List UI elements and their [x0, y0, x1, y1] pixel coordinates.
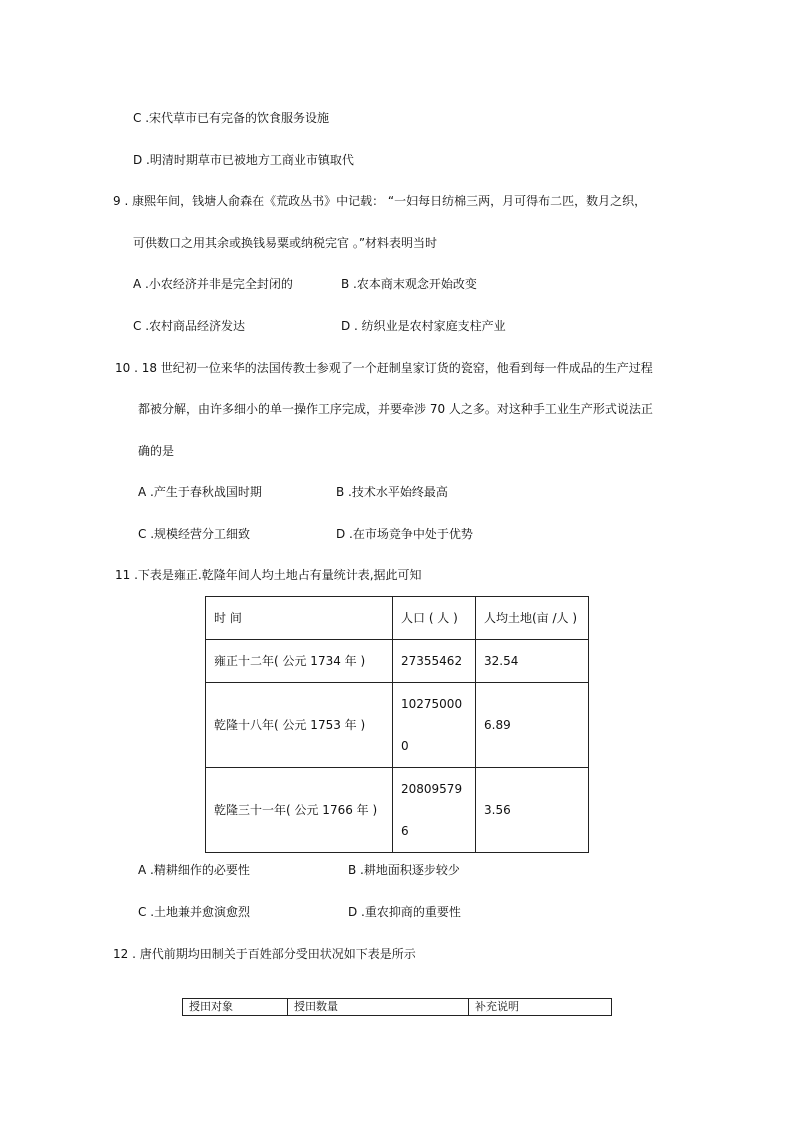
population-line1: 27355462: [401, 654, 463, 668]
table-row: [206, 640, 589, 683]
question-8-option-c: C .宋代草市已有完备的饮食服务设施: [133, 111, 330, 125]
question-9-option-a: A .小农经济并非是完全封闭的: [133, 277, 293, 291]
population-line2: 6: [401, 824, 409, 838]
question-11-stem: 11 .下表是雍正.乾隆年间人均土地占有量统计表,据此可知: [115, 568, 422, 582]
land-cell: 6.89: [476, 683, 589, 768]
question-9-stem-line2: 可供数口之用其余或换钱易粟或纳税完官 。”材料表明当时: [133, 236, 438, 250]
question-12-stem: 12 . 唐代前期均田制关于百姓部分受田状况如下表是所示: [113, 947, 416, 961]
population-line1: 20809579: [401, 782, 463, 796]
question-10-option-b: B .技术水平始终最高: [336, 485, 448, 499]
question-11-option-a: A .精耕细作的必要性: [138, 863, 250, 877]
table-row: [206, 768, 589, 853]
question-11-option-c: C .土地兼并愈演愈烈: [138, 905, 251, 919]
land-cell: 32.54: [476, 640, 589, 683]
header-grant-note: 补充说明: [469, 999, 612, 1016]
question-9-option-b: B .农本商末观念开始改变: [341, 277, 477, 291]
table-header-row: [183, 999, 612, 1016]
land-cell: 3.56: [476, 768, 589, 853]
question-10-stem-line3: 确的是: [138, 444, 175, 458]
population-cell: [393, 640, 476, 683]
question-10-stem-line1: 10 . 18 世纪初一位来华的法国传教士参观了一个赶制皇家订货的瓷窑，他看到每一件成品的生产过程: [115, 361, 653, 375]
population-cell: [393, 683, 476, 768]
question-11-option-b: B .耕地面积逐步较少: [348, 863, 460, 877]
question-10-option-c: C .规模经营分工细致: [138, 527, 251, 541]
population-line1: 10275000: [401, 697, 463, 711]
question-10-option-a: A .产生于春秋战国时期: [138, 485, 262, 499]
table-row: [206, 683, 589, 768]
time-cell: 乾隆十八年( 公元 1753 年 ): [206, 683, 393, 768]
question-11-option-d: D .重农抑商的重要性: [348, 905, 461, 919]
population-line2: 0: [401, 739, 409, 753]
header-time: 时 间: [206, 597, 393, 640]
land-grant-table: [182, 998, 612, 1016]
question-9-option-c: C .农村商品经济发达: [133, 319, 246, 333]
land-per-capita-table: [205, 596, 589, 853]
question-10-stem-line2: 都被分解，由许多细小的单一操作工序完成，并要牵涉 70 人之多。对这种手工业生产形式说法正: [138, 402, 653, 416]
header-land: 人均土地(亩 /人 ): [476, 597, 589, 640]
question-8-option-d: D .明清时期草市已被地方工商业市镇取代: [133, 153, 354, 167]
question-10-option-d: D .在市场竞争中处于优势: [336, 527, 473, 541]
population-cell: [393, 768, 476, 853]
time-cell: 乾隆三十一年( 公元 1766 年 ): [206, 768, 393, 853]
question-9-stem-line1: 9 . 康熙年间，钱塘人俞森在《荒政丛书》中记载： “一妇每日纺棉三两，月可得布二匹，数月之织，: [113, 194, 647, 208]
table-header-row: [206, 597, 589, 640]
header-grant-amount: 授田数量: [288, 999, 469, 1016]
question-9-option-d: D . 纺织业是农村家庭支柱产业: [341, 319, 506, 333]
header-population: 人口 ( 人 ): [393, 597, 476, 640]
header-grant-target: 授田对象: [183, 999, 288, 1016]
time-cell: 雍正十二年( 公元 1734 年 ): [206, 640, 393, 683]
